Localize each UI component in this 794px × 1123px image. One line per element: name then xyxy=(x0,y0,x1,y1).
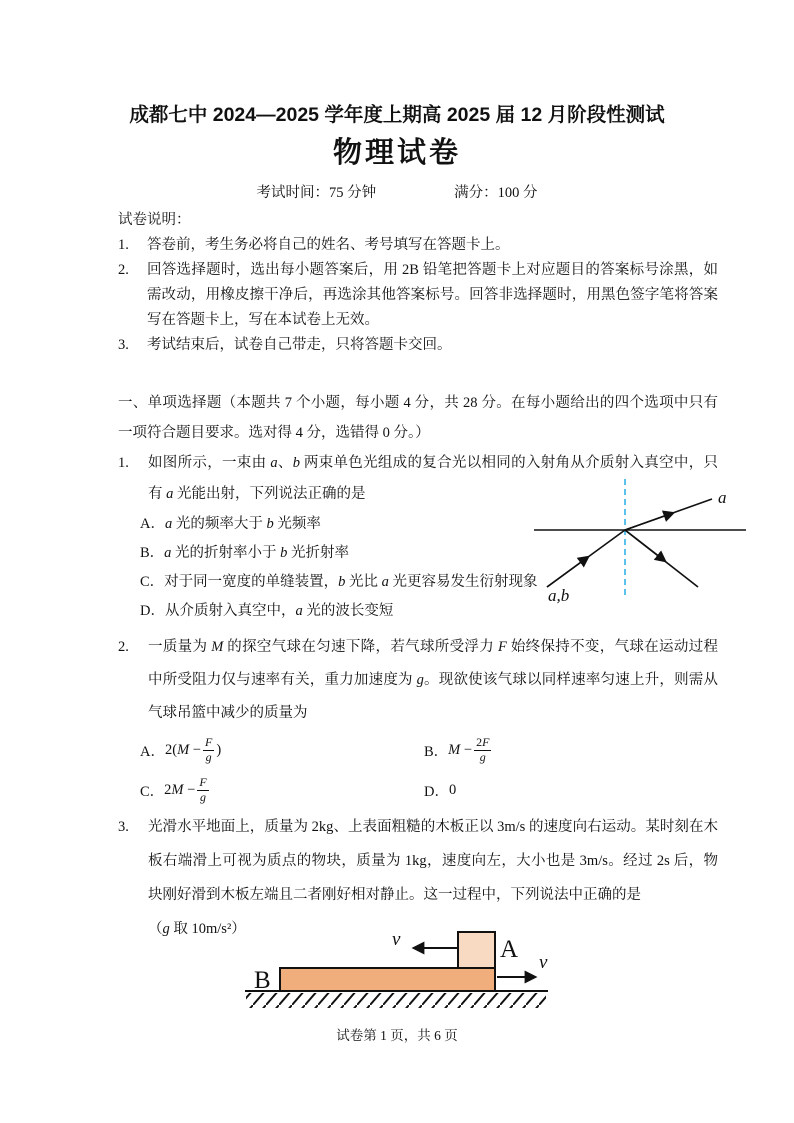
instruction-item xyxy=(118,333,718,358)
refraction-diagram xyxy=(530,455,750,620)
formula-pre: M − xyxy=(448,741,473,758)
instruction-number: 3. xyxy=(118,337,129,353)
option-text: 对于同一宽度的单缝装置，b 光比 a 光更容易发生衍射现象 xyxy=(164,574,538,590)
question-note: （g 取 10m/s²） xyxy=(148,921,246,937)
instruction-text: 回答选择题时，选出每小题答案后，用 2B 铅笔把答题卡上对应题目的答案标号涂黑，如需改动，用橡皮擦干净后，再选涂其他答案标号。回答非选择题时，用黑色签字笔将答案写在答题卡上，写在本试卷上无效。 xyxy=(147,262,718,328)
question-text: 一质量为 M 的探空气球在匀速下降，若气球所受浮力 F 始终保持不变，气球在运动过程中所受阻力仅与速率有关，重力加速度为 g。现欲使该气球以同样速率匀速上升，则需从气球吊篮中减少的质量为 xyxy=(148,639,719,721)
question-1 xyxy=(118,448,727,626)
page-subtitle: 物理试卷 xyxy=(332,137,461,169)
page-footer: 试卷第 1 页，共 6 页 xyxy=(336,1028,458,1043)
instructions-heading: 试卷说明： xyxy=(118,212,191,228)
reflected-ray-arrow xyxy=(625,530,665,561)
instruction-number: 2. xyxy=(118,262,129,278)
block-a xyxy=(458,932,495,968)
option-b xyxy=(424,730,718,770)
option-label: C． xyxy=(140,783,165,800)
option-label: A． xyxy=(140,516,165,532)
block-label: A xyxy=(500,936,519,963)
option-label: A． xyxy=(140,743,165,760)
option-label: D． xyxy=(140,603,165,619)
velocity-right-label: v xyxy=(539,952,548,973)
velocity-left-label: v xyxy=(392,929,401,950)
fraction: $\frac{F}{g}$ xyxy=(204,734,213,764)
refracted-ray-arrow xyxy=(625,513,673,530)
incident-ray-label: a,b xyxy=(548,586,570,605)
section-one-heading: 一、单项选择题（本题共 7 个小题，每小题 4 分，共 28 分。在每小题给出的四个选项中只有一项符合题目要求。选对得 4 分，选错得 0 分。） xyxy=(118,395,718,441)
question-number: 2. xyxy=(118,639,129,655)
instruction-item xyxy=(118,233,718,258)
formula-pre: 0 xyxy=(448,781,457,798)
option-c xyxy=(140,770,424,810)
ground-hatching xyxy=(246,993,546,1008)
question-2-options xyxy=(140,730,718,810)
page-title: 成都七中 2024—2025 学年度上期高 2025 届 12 月阶段性测试 xyxy=(129,104,665,126)
exam-duration: 考试时间：75 分钟 xyxy=(256,185,377,201)
question-text: 如图所示，一束由 a、b 两束单色光组成的复合光以相同的入射角从介质射入真空中，只有 a 光能出射，下列说法正确的是 xyxy=(148,455,719,502)
option-label: B． xyxy=(424,743,449,760)
question-3 xyxy=(118,810,718,1020)
option-a xyxy=(140,730,424,770)
instruction-text: 考试结束后，试卷自己带走，只将答题卡交回。 xyxy=(147,337,452,353)
exam-full-score: 满分：100 分 xyxy=(454,185,538,201)
formula-pre: 2(M − xyxy=(164,741,201,758)
incident-ray-arrow xyxy=(547,557,588,587)
option-label: C． xyxy=(140,574,165,590)
instructions xyxy=(118,208,718,358)
option-text: a 光的频率大于 b 光频率 xyxy=(164,516,321,532)
block-on-board-diagram xyxy=(240,915,720,1020)
option-text: 从介质射入真空中，a 光的波长变短 xyxy=(164,603,394,619)
fraction: $\frac{2F}{g}$ xyxy=(476,734,490,764)
question-text: 光滑水平地面上，质量为 2kg、上表面粗糙的木板正以 3m/s 的速度向右运动。某时刻在木板右端滑上可视为质点的物块，质量为 1kg，速度向左，大小也是 3m/s。经过 2s 后，物块刚好滑到木板左端且二者刚好相对静止。这一过程中，下列说法中正确的是 xyxy=(148,819,718,903)
question-number: 3. xyxy=(118,819,129,835)
option-label: B． xyxy=(140,545,165,561)
instruction-item xyxy=(118,258,718,333)
board-label: B xyxy=(254,967,271,994)
question-2 xyxy=(118,631,718,810)
fraction: $\frac{F}{g}$ xyxy=(199,774,207,804)
formula-post: ) xyxy=(216,741,222,758)
exam-meta-row xyxy=(0,182,794,204)
question-number: 1. xyxy=(118,455,129,471)
refracted-ray-label: a xyxy=(718,488,727,507)
instruction-text: 答卷前，考生务必将自己的姓名、考号填写在答题卡上。 xyxy=(147,237,510,253)
option-text: a 光的折射率小于 b 光折射率 xyxy=(164,545,350,561)
option-d xyxy=(424,770,718,810)
formula-pre: 2M − xyxy=(164,781,196,798)
instruction-number: 1. xyxy=(118,237,129,253)
board-b xyxy=(280,968,495,991)
option-label: D． xyxy=(424,783,449,800)
